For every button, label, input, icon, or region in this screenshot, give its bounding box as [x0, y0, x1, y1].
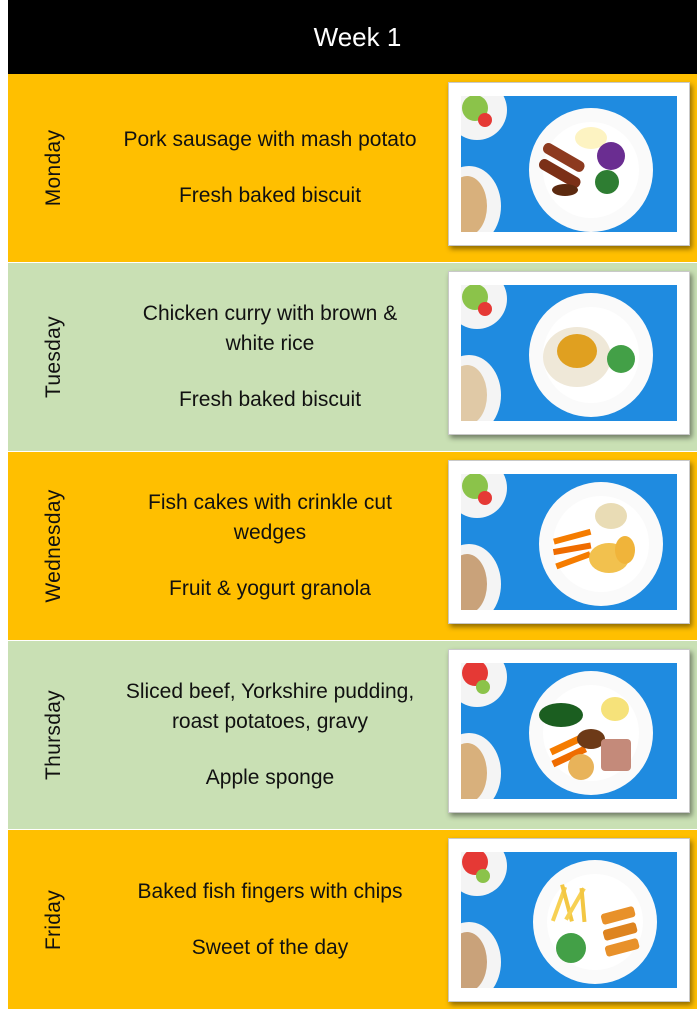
day-label: Wednesday — [42, 489, 65, 603]
day-row-friday — [8, 830, 697, 1009]
meal-photo — [448, 271, 690, 435]
day-cell — [8, 74, 100, 262]
dessert: Fruit & yogurt granola — [169, 577, 371, 600]
day-cell — [8, 263, 100, 451]
main-dish: Baked fish fingers with chips — [137, 879, 403, 903]
main-dish: Pork sausage with mash potato — [123, 128, 417, 151]
meal-photo — [448, 649, 690, 813]
day-row-thursday — [8, 641, 697, 829]
dessert: Sweet of the day — [191, 935, 349, 959]
meal-cell — [100, 452, 440, 640]
meal-photo — [448, 82, 690, 246]
meal-photo — [448, 460, 690, 624]
day-label: Tuesday — [42, 316, 65, 398]
meal-photo — [448, 838, 690, 1002]
day-label: Monday — [42, 129, 65, 207]
day-label: Friday — [42, 889, 65, 950]
image-cell — [440, 263, 697, 451]
meal-cell — [100, 830, 440, 1009]
day-row-tuesday — [8, 263, 697, 451]
day-cell — [8, 452, 100, 640]
dessert: Fresh baked biscuit — [178, 184, 362, 207]
day-row-wednesday — [8, 452, 697, 640]
day-label: Thursday — [42, 690, 65, 780]
dessert: Apple sponge — [205, 766, 335, 789]
menu-table — [8, 0, 697, 1009]
main-dish: Sliced beef, Yorkshire pudding, roast potatoes, gravy — [125, 680, 415, 733]
day-cell — [8, 641, 100, 829]
week-title: Week 1 — [313, 21, 402, 52]
day-cell — [8, 830, 100, 1009]
meal-cell — [100, 74, 440, 262]
main-dish: Fish cakes with crinkle cut wedges — [148, 491, 392, 544]
meal-cell — [100, 641, 440, 829]
day-row-monday — [8, 74, 697, 262]
image-cell — [440, 452, 697, 640]
image-cell — [440, 74, 697, 262]
main-dish: Chicken curry with brown & white rice — [142, 302, 398, 355]
image-cell — [440, 641, 697, 829]
meal-cell — [100, 263, 440, 451]
image-cell — [440, 830, 697, 1009]
dessert: Fresh baked biscuit — [178, 388, 362, 411]
week-header — [8, 0, 697, 74]
